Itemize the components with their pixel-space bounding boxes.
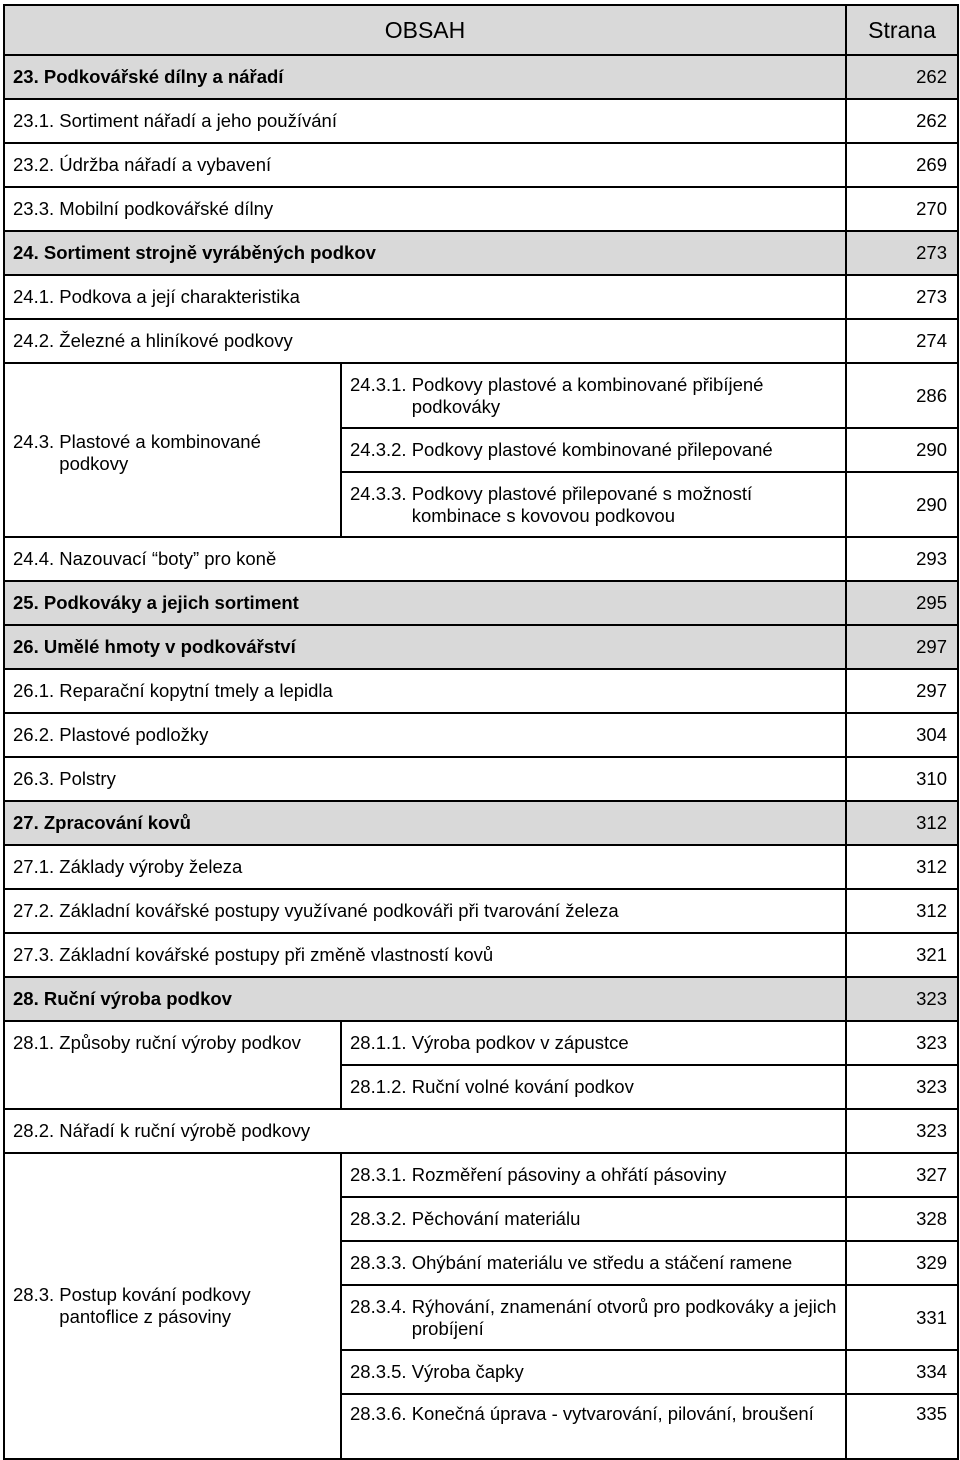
- section-title[interactable]: 26.1. Reparační kopytní tmely a lepidla: [4, 669, 846, 713]
- chapter-title[interactable]: 26. Umělé hmoty v podkovářství: [4, 625, 846, 669]
- section-title[interactable]: 24.4. Nazouvací “boty” pro koně: [4, 537, 846, 581]
- subsection-label: Podkovy plastové přilepované s možností kombinace s kovovou podkovou: [411, 482, 753, 526]
- toc-row: [4, 363, 958, 428]
- section-title[interactable]: 27.2. Základní kovářské postupy využívané podkováři při tvarování železa: [4, 889, 846, 933]
- subsection-title[interactable]: 28.1.2. Ruční volné kování podkov: [341, 1065, 846, 1109]
- toc-row: [4, 537, 958, 581]
- toc-row: [4, 845, 958, 889]
- subsection-number: 24.3.3.: [350, 482, 412, 504]
- toc-row: [4, 1109, 958, 1153]
- toc-row: [4, 319, 958, 363]
- page-number: 329: [846, 1241, 958, 1285]
- subsection-title[interactable]: [341, 1285, 846, 1350]
- subsection-title[interactable]: [341, 1394, 846, 1459]
- section-title[interactable]: [4, 363, 341, 537]
- page-number: 262: [846, 99, 958, 143]
- toc-row: [4, 625, 958, 669]
- toc-header-row: [4, 5, 958, 55]
- page-number: 331: [846, 1285, 958, 1350]
- section-title[interactable]: 27.3. Základní kovářské postupy při změně vlastností kovů: [4, 933, 846, 977]
- toc-row: [4, 977, 958, 1021]
- chapter-title[interactable]: 27. Zpracování kovů: [4, 801, 846, 845]
- page-number: 290: [846, 472, 958, 537]
- page-number: 312: [846, 845, 958, 889]
- page-number: 295: [846, 581, 958, 625]
- subsection-title[interactable]: 24.3.2. Podkovy plastové kombinované přilepované: [341, 428, 846, 472]
- subsection-number: 24.3.1.: [350, 373, 412, 395]
- page-number: 323: [846, 1065, 958, 1109]
- page-number: 297: [846, 625, 958, 669]
- chapter-title[interactable]: 28. Ruční výroba podkov: [4, 977, 846, 1021]
- toc-row: [4, 801, 958, 845]
- page-number: 273: [846, 231, 958, 275]
- toc-row: [4, 275, 958, 319]
- page-number: 269: [846, 143, 958, 187]
- subsection-title[interactable]: [341, 363, 846, 428]
- toc-row: [4, 581, 958, 625]
- chapter-title[interactable]: 23. Podkovářské dílny a nářadí: [4, 55, 846, 99]
- page-number: 293: [846, 537, 958, 581]
- page-number: 270: [846, 187, 958, 231]
- subsection-title[interactable]: 28.1.1. Výroba podkov v zápustce: [341, 1021, 846, 1065]
- section-title[interactable]: 26.2. Plastové podložky: [4, 713, 846, 757]
- subsection-title[interactable]: [341, 472, 846, 537]
- toc-row: [4, 757, 958, 801]
- toc-row: [4, 1021, 958, 1065]
- page-number: 334: [846, 1350, 958, 1394]
- subsection-title[interactable]: 28.3.2. Pěchování materiálu: [341, 1197, 846, 1241]
- page-number: 273: [846, 275, 958, 319]
- subsection-number: 28.3.4.: [350, 1295, 412, 1317]
- section-number: 24.3.: [13, 431, 60, 452]
- toc-row: [4, 713, 958, 757]
- page-number: 286: [846, 363, 958, 428]
- section-title[interactable]: 27.1. Základy výroby železa: [4, 845, 846, 889]
- page-number: 312: [846, 889, 958, 933]
- toc-title: OBSAH: [4, 5, 846, 55]
- toc-row: [4, 1153, 958, 1197]
- page-number: 321: [846, 933, 958, 977]
- section-title[interactable]: 23.2. Údržba nářadí a vybavení: [4, 143, 846, 187]
- section-title[interactable]: 24.2. Železné a hliníkové podkovy: [4, 319, 846, 363]
- toc-row: [4, 933, 958, 977]
- subsection-label: Podkovy plastové a kombinované přibíjené podkováky: [411, 373, 764, 417]
- page-number: 323: [846, 1021, 958, 1065]
- page-number: 310: [846, 757, 958, 801]
- page-number: 335: [846, 1394, 958, 1459]
- section-title[interactable]: 23.3. Mobilní podkovářské dílny: [4, 187, 846, 231]
- page-column-header: Strana: [846, 5, 958, 55]
- page-number: 290: [846, 428, 958, 472]
- toc-row: [4, 187, 958, 231]
- toc-row: [4, 143, 958, 187]
- section-title[interactable]: 26.3. Polstry: [4, 757, 846, 801]
- toc-row: [4, 669, 958, 713]
- subsection-label: Konečná úprava - vytvarování, pilování, broušení: [411, 1403, 814, 1424]
- section-label: Plastové a kombinované podkovy: [59, 431, 261, 474]
- subsection-number: 28.3.6.: [350, 1403, 412, 1424]
- page-number: 323: [846, 1109, 958, 1153]
- page-number: 323: [846, 977, 958, 1021]
- page-number: 328: [846, 1197, 958, 1241]
- subsection-title[interactable]: 28.3.3. Ohýbání materiálu ve středu a stáčení ramene: [341, 1241, 846, 1285]
- toc-row: [4, 55, 958, 99]
- section-title[interactable]: 28.1. Způsoby ruční výroby podkov: [4, 1021, 341, 1109]
- subsection-label: Rýhování, znamenání otvorů pro podkováky a jejich probíjení: [411, 1295, 837, 1339]
- chapter-title[interactable]: 24. Sortiment strojně vyráběných podkov: [4, 231, 846, 275]
- section-number: 28.3.: [13, 1284, 60, 1305]
- toc-row: [4, 99, 958, 143]
- page-number: 304: [846, 713, 958, 757]
- subsection-title[interactable]: 28.3.1. Rozměření pásoviny a ohřátí pásoviny: [341, 1153, 846, 1197]
- page-number: 274: [846, 319, 958, 363]
- section-title[interactable]: 24.1. Podkova a její charakteristika: [4, 275, 846, 319]
- page-number: 327: [846, 1153, 958, 1197]
- chapter-title[interactable]: 25. Podkováky a jejich sortiment: [4, 581, 846, 625]
- section-title[interactable]: [4, 1153, 341, 1459]
- page-number: 297: [846, 669, 958, 713]
- page-number: 262: [846, 55, 958, 99]
- section-label: Postup kování podkovy pantoflice z pásoviny: [59, 1284, 251, 1327]
- section-title[interactable]: 28.2. Nářadí k ruční výrobě podkovy: [4, 1109, 846, 1153]
- toc-table: [3, 4, 959, 1460]
- page-number: 312: [846, 801, 958, 845]
- toc-row: [4, 231, 958, 275]
- subsection-title[interactable]: 28.3.5. Výroba čapky: [341, 1350, 846, 1394]
- section-title[interactable]: 23.1. Sortiment nářadí a jeho používání: [4, 99, 846, 143]
- toc-row: [4, 889, 958, 933]
